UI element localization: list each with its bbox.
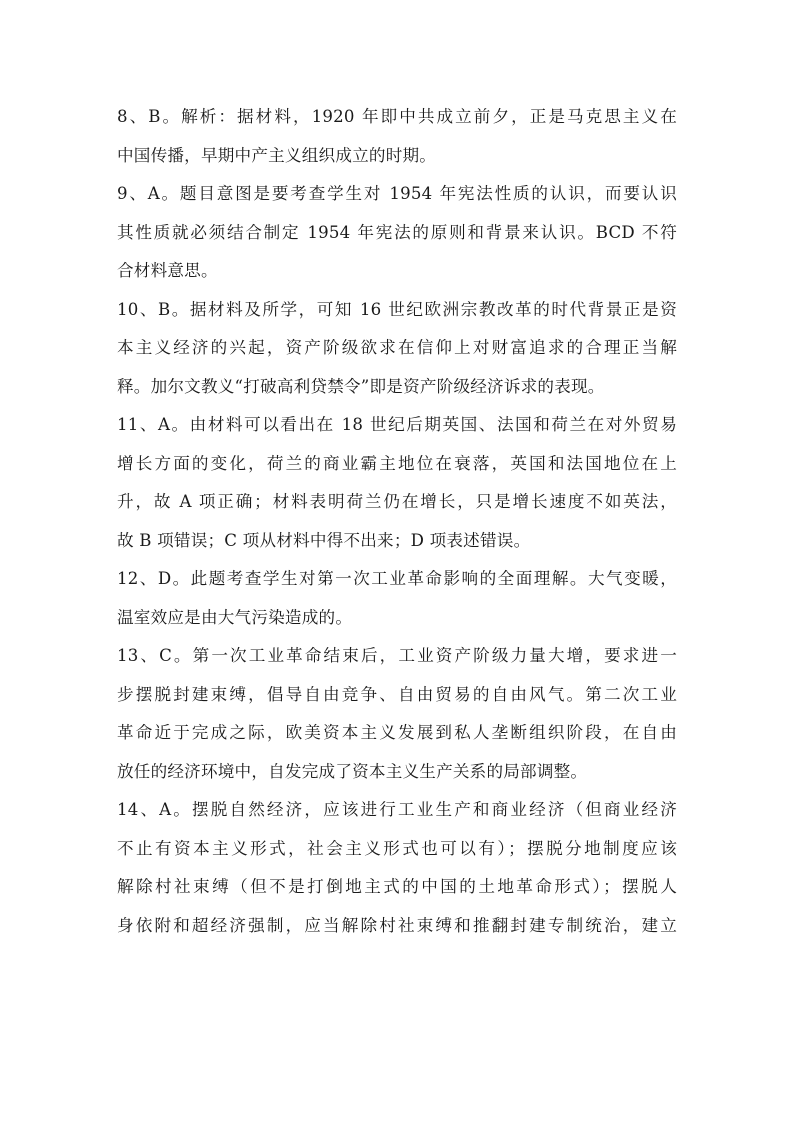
answer-line: 9、A。题目意图是要考查学生对 1954 年宪法性质的认识，而要认识	[117, 184, 677, 203]
answer-line: 身依附和超经济强制，应当解除村社束缚和推翻封建专制统治，建立	[117, 915, 677, 935]
answer-explanations	[117, 98, 677, 945]
answer-11	[117, 406, 677, 560]
answer-line: 温室效应是由大气污染造成的。	[117, 607, 353, 627]
answer-8	[117, 98, 677, 175]
answer-9	[117, 175, 677, 291]
answer-line: 不止有资本主义形式，社会主义形式也可以有）；摆脱分地制度应该	[117, 838, 677, 858]
answer-line: 13、C。第一次工业革命结束后，工业资产阶级力量大增，要求进一	[117, 646, 677, 665]
answer-line: 其性质就必须结合制定 1954 年宪法的原则和背景来认识。BCD 不符	[117, 222, 677, 242]
answer-line: 释。加尔文教义“打破高利贷禁令”即是资产阶级经济诉求的表现。	[117, 376, 605, 396]
answer-line: 合材料意思。	[117, 261, 218, 280]
answer-line: 8、B。解析：据材料，1920 年即中共成立前夕，正是马克思主义在	[117, 107, 677, 126]
answer-12	[117, 560, 677, 637]
answer-line: 11、A。由材料可以看出在 18 世纪后期英国、法国和荷兰在对外贸易	[117, 415, 677, 434]
answer-line: 放任的经济环境中，自发完成了资本主义生产关系的局部调整。	[117, 761, 588, 781]
answer-line: 步摆脱封建束缚，倡导自由竞争、自由贸易的自由风气。第二次工业	[117, 684, 677, 704]
answer-line: 解除村社束缚（但不是打倒地主式的中国的土地革命形式）；摆脱人	[117, 877, 677, 896]
answer-line: 增长方面的变化，荷兰的商业霸主地位在衰落，英国和法国地位在上	[117, 453, 677, 473]
answer-10	[117, 291, 677, 407]
answer-line: 革命近于完成之际，欧美资本主义发展到私人垄断组织阶段，在自由	[117, 723, 677, 742]
answer-line: 升，故 A 项正确；材料表明荷兰仍在增长，只是增长速度不如英法，	[117, 492, 677, 511]
answer-line: 中国传播，早期中产主义组织成立的时期。	[117, 145, 437, 165]
answer-line: 12、D。此题考查学生对第一次工业革命影响的全面理解。大气变暖，	[117, 569, 677, 588]
answer-line: 10、B。据材料及所学，可知 16 世纪欧洲宗教改革的时代背景正是资	[117, 299, 677, 319]
answer-14	[117, 791, 677, 945]
answer-13	[117, 637, 677, 791]
answer-line: 本主义经济的兴起，资产阶级欲求在信仰上对财富追求的合理正当解	[117, 338, 677, 357]
answer-line: 故 B 项错误；C 项从材料中得不出来；D 项表述错误。	[117, 530, 531, 550]
answer-line: 14、A。摆脱自然经济，应该进行工业生产和商业经济（但商业经济	[117, 800, 677, 819]
